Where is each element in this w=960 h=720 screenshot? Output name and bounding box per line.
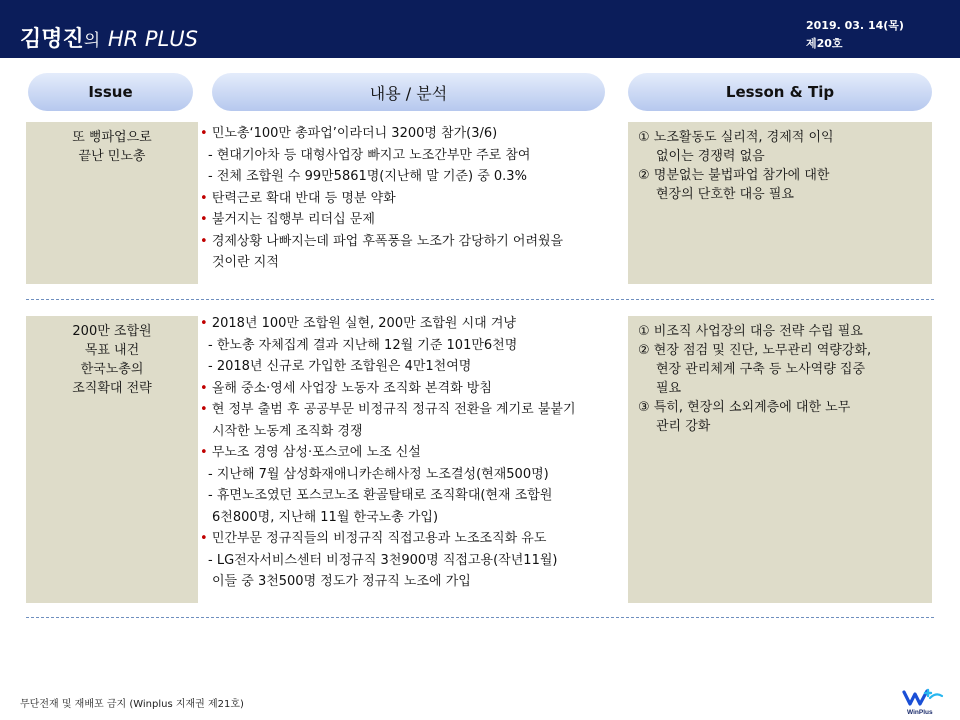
logo-text: WinPlus [907,709,933,716]
copyright-footer: 무단전재 및 재배포 금지 (Winplus 지재권 제21호) [20,699,244,710]
issue-box-2 [26,316,198,603]
bullet-item: • 경제상황 나빠지는데 파업 후폭풍을 노조가 감당하기 어려웠을 [200,231,624,253]
sub-item: - LG전자서비스센터 비정규직 3천900명 직접고용(작년11월) [208,552,558,568]
analysis-content-1 [200,123,624,274]
bullet-item: • 무노조 경영 삼성·포스코에 노조 신설 [200,442,624,464]
tip-line: 없이는 경쟁력 없음 [656,149,765,164]
tip-line: ② 현장 점검 및 진단, 노무관리 역량강화, [638,343,872,358]
issue-line: 목표 내건 [84,343,140,358]
issue-line: 조직확대 전략 [72,381,152,396]
sub-item: - 휴면노조였던 포스코노조 환골탈태로 조직확대(현재 조합원 [208,488,553,503]
tip-line: 필요 [656,381,682,396]
tip-box-2 [628,316,932,603]
brand-name: 김명진 [20,27,84,52]
continuation-line: 6천800명, 지난해 11월 한국노총 가입) [212,509,439,525]
date-block [806,17,904,53]
bullet-item: • 2018년 100만 조합원 실현, 200만 조합원 시대 겨냥 [200,313,624,335]
sub-item: - 한노총 자체집계 결과 지난해 12월 기준 101만6천명 [208,337,518,353]
sub-item: - 2018년 신규로 가입한 조합원은 4만1천여명 [208,359,472,374]
tip-line: 현장 관리체계 구축 등 노사역량 집중 [656,362,866,377]
bullet-item: • 올해 중소·영세 사업장 노동자 조직화 본격화 방침 [200,378,624,400]
continuation-line: 것이란 지적 [212,255,279,270]
tip-line: ③ 특히, 현장의 소외계층에 대한 노무 [638,400,851,415]
page-header [0,0,960,58]
column-header-issue: Issue [28,73,193,111]
tip-box-1 [628,122,932,284]
issue-date: 2019. 03. 14(목) [806,19,904,32]
tip-line: ② 명분없는 불법파업 참가에 대한 [638,168,830,183]
bullet-item: • 현 정부 출범 후 공공부문 비정규직 정규직 전환을 계기로 불붙기 [200,399,624,421]
tip-line: ① 비조직 사업장의 대응 전략 수립 필요 [638,324,863,339]
issue-line: 한국노총의 [80,362,144,377]
bullet-item: • 민노총‘100만 총파업’이라더니 3200명 참가(3/6) [200,123,624,145]
section-divider [26,617,934,618]
continuation-line: 이들 중 3천500명 정도가 정규직 노조에 가입 [212,574,471,589]
issue-line: 끝난 민노총 [78,149,146,164]
issue-box-1 [26,122,198,284]
sub-item: - 지난해 7월 삼성화재애니카손해사정 노조결성(현재500명) [208,466,549,482]
bullet-item: • 불거지는 집행부 리더십 문제 [200,209,624,231]
column-header-analysis: 내용 / 분석 [212,73,605,111]
brand-title [20,22,198,53]
tip-line: 관리 강화 [656,419,711,434]
column-header-tip: Lesson & Tip [628,73,932,111]
brand-hr-plus: HR PLUS [107,27,198,51]
winplus-logo [900,688,948,716]
issue-line: 200만 조합원 [72,324,152,339]
tip-line: ① 노조활동도 실리적, 경제적 이익 [638,130,834,145]
bullet-item: • 탄력근로 확대 반대 등 명분 약화 [200,188,624,210]
continuation-line: 시작한 노동계 조직화 경쟁 [212,423,363,439]
bullet-item: • 민간부문 정규직들의 비정규직 직접고용과 노조조직화 유도 [200,528,624,550]
issue-line: 또 뻥파업으로 [72,130,152,145]
sub-item: - 현대기아차 등 대형사업장 빠지고 노조간부만 주로 참여 [208,147,531,163]
issue-number: 제20호 [806,37,843,50]
analysis-content-2 [200,313,624,593]
section-divider [26,299,934,300]
sub-item: - 전체 조합원 수 99만5861명(지난해 말 기준) 중 0.3% [208,169,527,184]
brand-suffix: 의 [83,31,101,51]
tip-line: 현장의 단호한 대응 필요 [656,187,794,202]
